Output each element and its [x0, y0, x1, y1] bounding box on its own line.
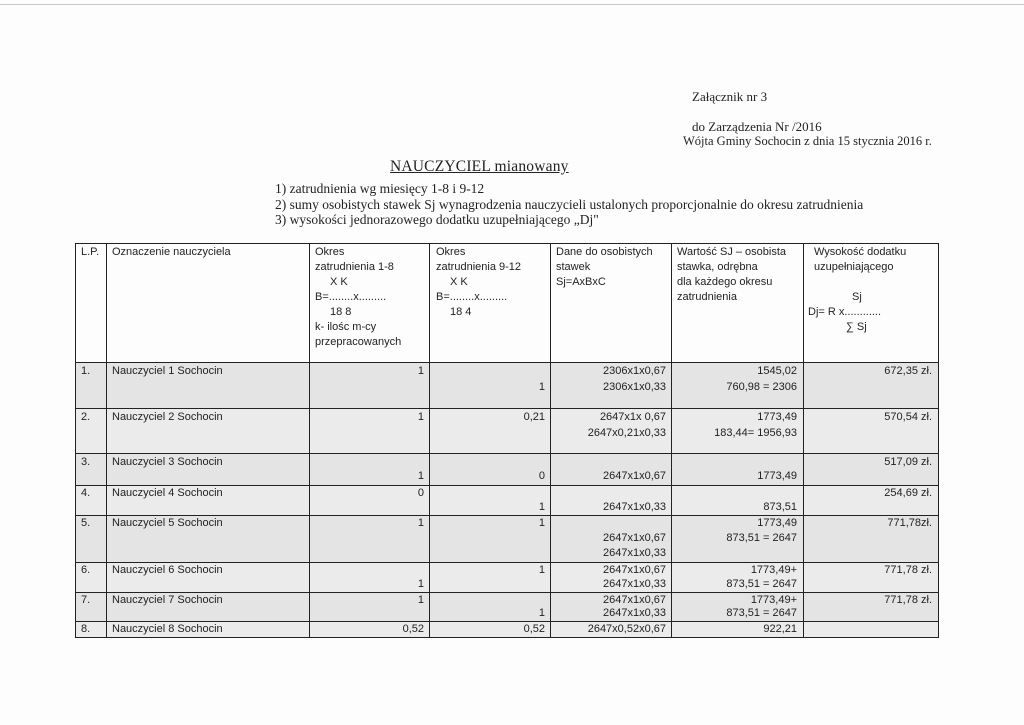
attachment-label: Załącznik nr 3 [692, 89, 768, 104]
header-name: Oznaczenie nauczyciela [112, 246, 231, 258]
issuer-label: Wójta Gminy Sochocin z dnia 15 stycznia 2016 r. [683, 134, 932, 148]
rule-2: 2) sumy osobistych stawek Sj wynagrodzenia nauczycieli ustalonych proporcjonalnie do okresu zatrudnienia [275, 197, 864, 212]
header-lp: L.P. [81, 246, 100, 258]
page-top-edge [0, 4, 1024, 5]
document-title: NAUCZYCIEL mianowany [390, 158, 569, 175]
rule-1: 1) zatrudnienia wg miesięcy 1-8 i 9-12 [275, 181, 485, 196]
rule-3: 3) wysokości jednorazowego dodatku uzupełniającego „Dj" [275, 212, 599, 227]
ordinance-label: do Zarządzenia Nr /2016 [692, 119, 822, 134]
